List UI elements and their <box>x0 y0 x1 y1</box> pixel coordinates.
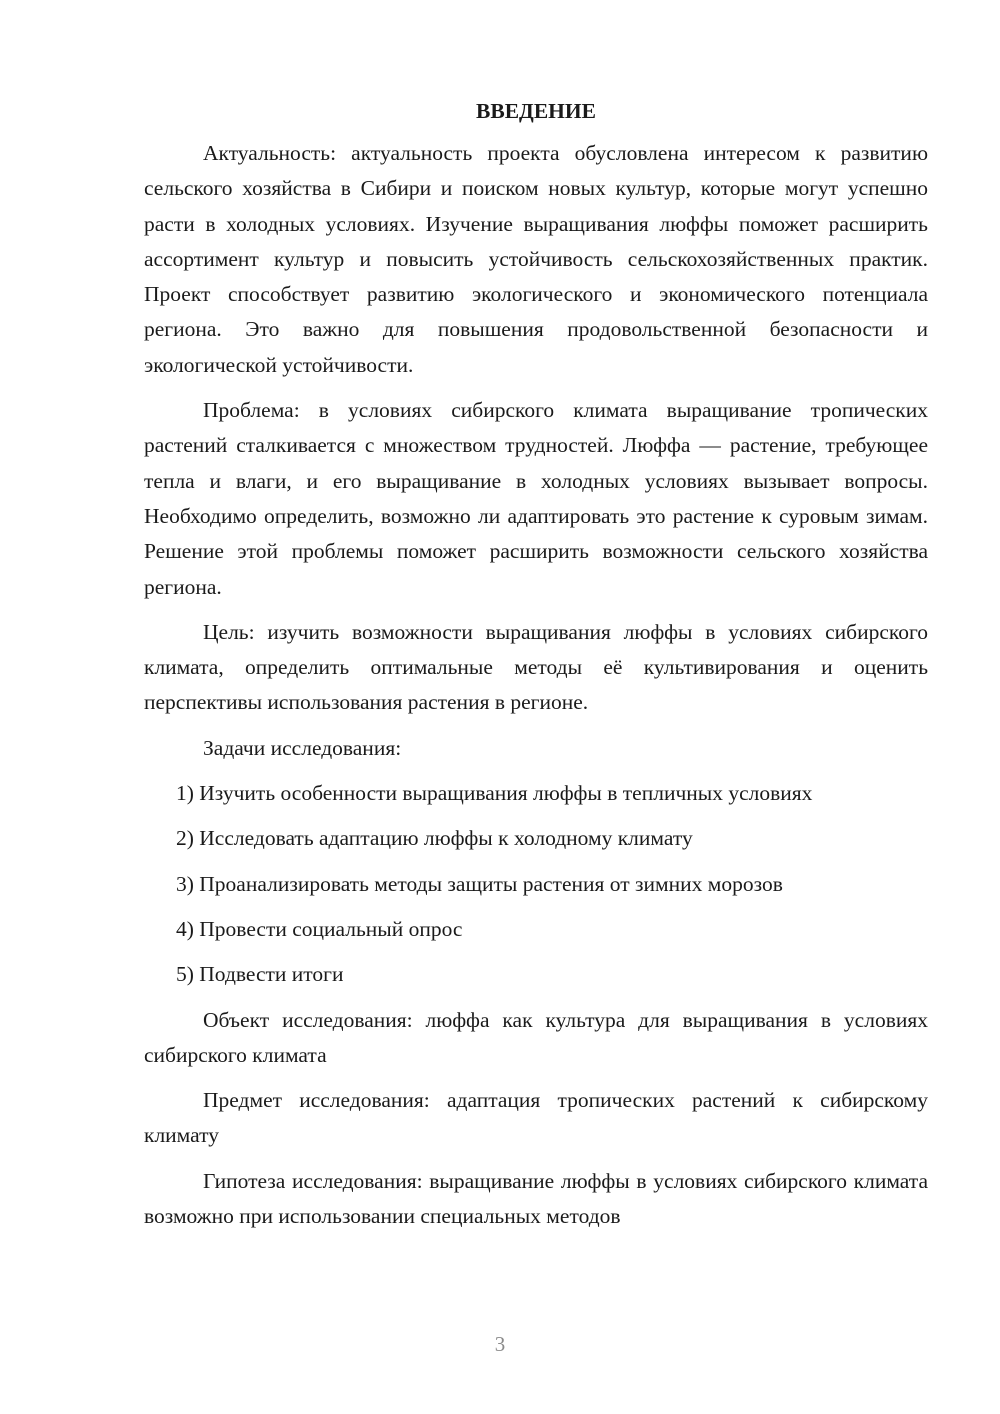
paragraph-object: Объект исследования: люффа как культура для выращивания в условиях сибирского климата <box>144 1007 928 1067</box>
paragraph-problem: Проблема: в условиях сибирского климата выращивание тропических растений сталкивается с множеством трудностей. Люффа — растение, требующее тепла и влаги, и его выращивание в холодных условиях вызывает вопросы. Необходимо определить, возможно ли адаптировать это растение к суровым зимам. Решение этой проблемы поможет расширить возможности сельского хозяйства региона. <box>144 398 928 599</box>
tasks-heading: Задачи исследования: <box>203 735 402 760</box>
task-list <box>144 776 928 992</box>
paragraph-hypothesis: Гипотеза исследования: выращивание люффы в условиях сибирского климата возможно при использовании специальных методов <box>144 1168 928 1229</box>
task-item-5: 5) Подвести итоги <box>176 962 344 987</box>
task-item-3: 3) Проанализировать методы защиты растения от зимних морозов <box>176 871 783 896</box>
task-item-4: 4) Провести социальный опрос <box>176 916 463 941</box>
document-page <box>144 96 928 1244</box>
paragraph-relevance: Актуальность: актуальность проекта обусловлена интересом к развитию сельского хозяйства в Сибири и поиском новых культур, которые могут успешно расти в холодных условиях. Изучение выращивания люффы поможет расширить ассортимент культур и повысить устойчивость сельскохозяйственных практик. Проект способствует развитию экологического и экономического потенциала региона. Это важно для повышения продовольственной безопасности и экологической устойчивости. <box>144 141 928 377</box>
paragraph-subject: Предмет исследования: адаптация тропических растений к сибирскому климату <box>144 1088 928 1148</box>
task-item-1: 1) Изучить особенности выращивания люффы в тепличных условиях <box>176 781 813 806</box>
page-number: 3 <box>494 1332 506 1356</box>
task-item-2: 2) Исследовать адаптацию люффы к холодному климату <box>176 826 693 851</box>
paragraph-goal: Цель: изучить возможности выращивания люффы в условиях сибирского климата, определить оптимальные методы её культивирования и оценить перспективы использования растения в регионе. <box>144 619 928 715</box>
section-title: ВВЕДЕНИЕ <box>476 99 596 123</box>
